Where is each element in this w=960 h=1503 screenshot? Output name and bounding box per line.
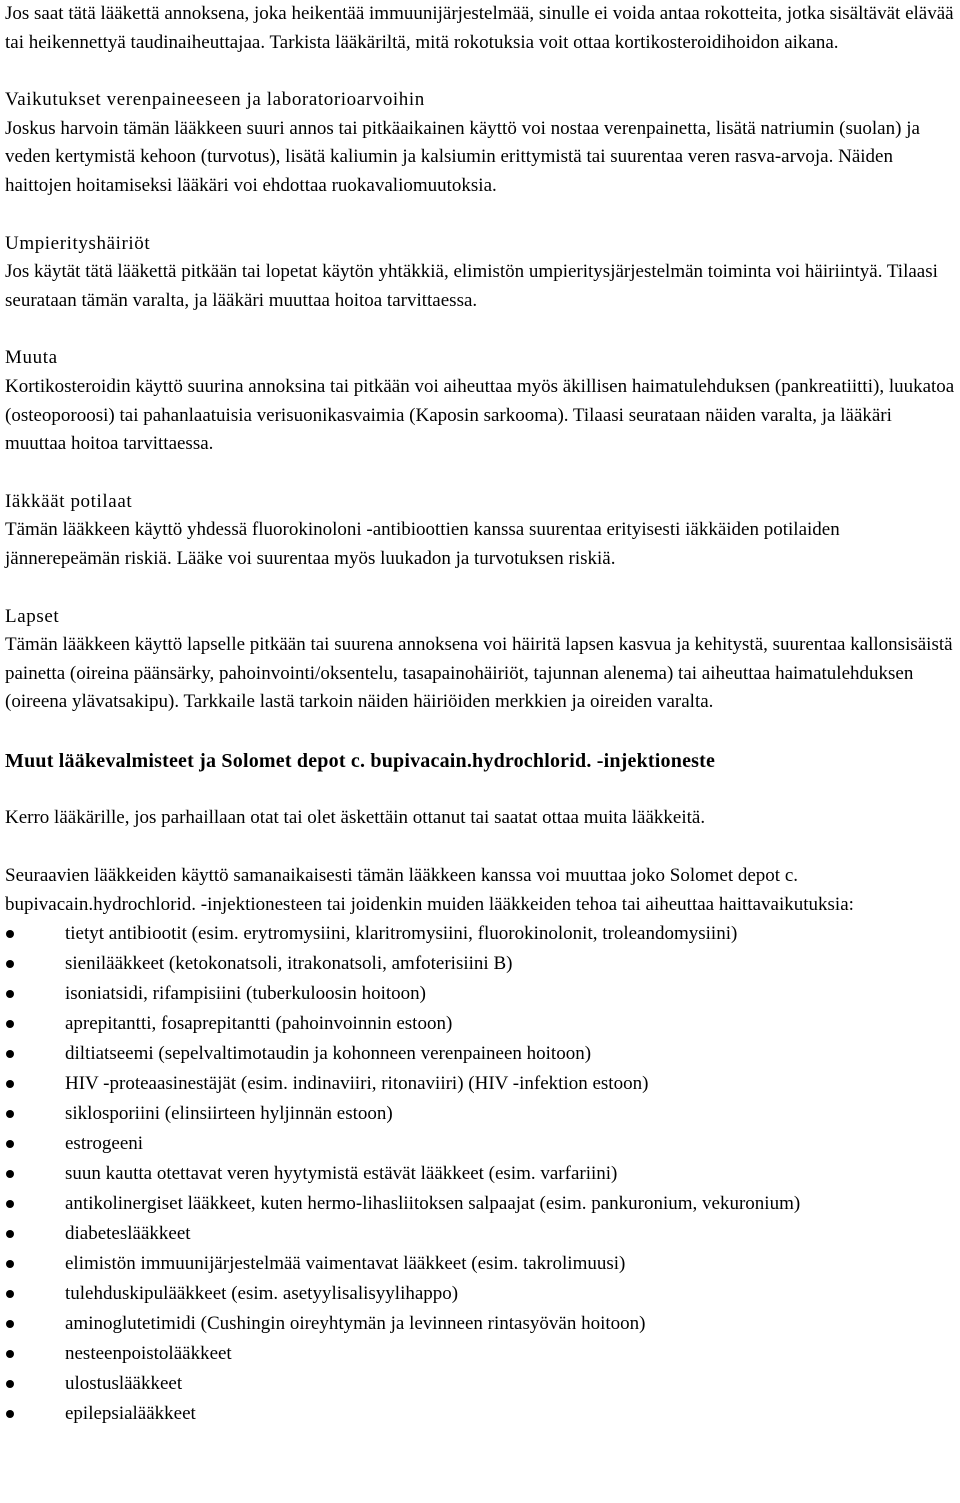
bullet-icon	[6, 1110, 14, 1118]
list-item	[5, 1099, 957, 1129]
other-meds-paragraph: Kerro lääkärille, jos parhaillaan otat tai olet äskettäin ottanut tai saatat ottaa muita lääkkeitä.	[5, 807, 706, 829]
bullet-icon	[6, 1200, 14, 1208]
section-body: Joskus harvoin tämän lääkkeen suuri annos tai pitkäaikainen käyttö voi nostaa verenpainetta, lisätä natriumin (suolan) ja veden kertymistä kehoon (turvotus), lisätä kaliumin ja kalsiumin erittymistä tai suurentaa veren rasva-arvoja. Näiden haittojen hoitamiseksi lääkäri voi ehdottaa ruokavaliomuutoksia.	[5, 117, 920, 196]
section-heading: Lapset	[5, 605, 60, 627]
section-children	[5, 603, 957, 717]
bullet-icon	[6, 1020, 14, 1028]
list-item	[5, 1219, 957, 1249]
list-item	[5, 1189, 957, 1219]
list-item	[5, 1279, 957, 1309]
list-item	[5, 1399, 957, 1429]
list-item	[5, 1369, 957, 1399]
interacting-meds-list	[5, 919, 957, 1429]
bullet-icon	[6, 1320, 14, 1328]
list-item	[5, 1069, 957, 1099]
list-item	[5, 1159, 957, 1189]
list-item-text: elimistön immuunijärjestelmää vaimentavat lääkkeet (esim. takrolimuusi)	[65, 1253, 626, 1275]
list-item	[5, 949, 957, 979]
list-item-text: aminoglutetimidi (Cushingin oireyhtymän ja levinneen rintasyövän hoitoon)	[65, 1313, 646, 1335]
section-other	[5, 344, 957, 458]
section-body: Kortikosteroidin käyttö suurina annoksina tai pitkään voi aiheuttaa myös äkillisen haimatulehduksen (pankreatiitti), luukatoa (osteoporoosi) tai pahanlaatuisia verisuonikasvaimia (Kaposin sarkooma). Tilaasi seurataan näiden varalta, ja lääkäri muuttaa hoitoa tarvittaessa.	[5, 375, 955, 455]
list-item	[5, 1309, 957, 1339]
leaflet-page	[5, 0, 957, 1429]
section-heading: Muuta	[5, 347, 58, 369]
list-item-text: tulehduskipulääkkeet (esim. asetyylisalisyylihappo)	[65, 1283, 459, 1305]
intro-paragraph: Jos saat tätä lääkettä annoksena, joka heikentää immuunijärjestelmää, sinulle ei voida antaa rokotteita, jotka sisältävät elävää tai heikennettyä taudinaiheuttajaa. Tarkista lääkäriltä, mitä rokotuksia voit ottaa kortikosteroidihoidon aikana.	[5, 3, 954, 53]
bullet-icon	[6, 960, 14, 968]
section-body: Tämän lääkkeen käyttö yhdessä fluorokinoloni -antibioottien kanssa suurentaa erityisesti iäkkäiden potilaiden jännerepeämän riskiä. Lääke voi suurentaa myös luukadon ja turvotuksen riskiä.	[5, 519, 840, 569]
bullet-icon	[6, 1380, 14, 1388]
section-body: Jos käytät tätä lääkettä pitkään tai lopetat käytön yhtäkkiä, elimistön umpieritysjärjestelmän toiminta voi häiriintyä. Tilaasi seurataan tämän varalta, ja lääkäri muuttaa hoitoa tarvittaessa.	[5, 261, 938, 311]
list-item	[5, 919, 957, 949]
list-item	[5, 1339, 957, 1369]
bullet-icon	[6, 1290, 14, 1298]
section-endocrine	[5, 230, 957, 316]
list-item-text: epilepsialääkkeet	[65, 1403, 196, 1425]
list-item-text: HIV -proteaasinestäjät (esim. indinaviiri, ritonaviiri) (HIV -infektion estoon)	[65, 1073, 649, 1095]
list-item-text: antikolinergiset lääkkeet, kuten hermo-lihasliitoksen salpaajat (esim. pankuronium, vekuronium)	[65, 1193, 801, 1215]
section-blood-pressure	[5, 86, 957, 200]
other-meds-intro: Seuraavien lääkkeiden käyttö samanaikaisesti tämän lääkkeen kanssa voi muuttaa joko Solomet depot c. bupivacain.hydrochlorid. -injektionesteen tai joidenkin muiden lääkkeiden tehoa tai aiheuttaa haittavaikutuksia:	[5, 865, 854, 915]
other-meds-heading: Muut lääkevalmisteet ja Solomet depot c. bupivacain.hydrochlorid. -injektioneste	[5, 749, 716, 772]
section-elderly	[5, 488, 957, 574]
list-item-text: aprepitantti, fosaprepitantti (pahoinvoinnin estoon)	[65, 1013, 453, 1035]
section-heading: Vaikutukset verenpaineeseen ja laboratorioarvoihin	[5, 89, 425, 111]
list-item	[5, 1009, 957, 1039]
list-item	[5, 1249, 957, 1279]
list-item-text: suun kautta otettavat veren hyytymistä estävät lääkkeet (esim. varfariini)	[65, 1163, 618, 1185]
list-item-text: siklosporiini (elinsiirteen hyljinnän estoon)	[65, 1103, 393, 1125]
bullet-icon	[6, 1050, 14, 1058]
section-body: Tämän lääkkeen käyttö lapselle pitkään tai suurena annoksena voi häiritä lapsen kasvua ja kehitystä, suurentaa kallonsisäistä painetta (oireina päänsärky, pahoinvointi/oksentelu, tasapainohäiriöt, tajunnan alenema) tai aiheuttaa haimatulehduksen (oireena ylävatsakipu). Tarkkaile lastä tarkoin näiden häiriöiden merkkien ja oireiden varalta.	[5, 634, 953, 713]
bullet-icon	[6, 1350, 14, 1358]
list-item-text: tietyt antibiootit (esim. erytromysiini, klaritromysiini, fluorokinolonit, troleandomysiini)	[65, 923, 738, 945]
list-item	[5, 979, 957, 1009]
list-item	[5, 1129, 957, 1159]
bullet-icon	[6, 930, 14, 938]
list-item-text: isoniatsidi, rifampisiini (tuberkuloosin hoitoon)	[65, 983, 426, 1005]
list-item-text: estrogeeni	[65, 1133, 144, 1155]
bullet-icon	[6, 1410, 14, 1418]
section-heading: Iäkkäät potilaat	[5, 490, 133, 512]
list-item-text: diltiatseemi (sepelvaltimotaudin ja kohonneen verenpaineen hoitoon)	[65, 1043, 592, 1065]
bullet-icon	[6, 1080, 14, 1088]
bullet-icon	[6, 1260, 14, 1268]
bullet-icon	[6, 990, 14, 998]
list-item-text: ulostuslääkkeet	[65, 1373, 183, 1395]
list-item-text: nesteenpoistolääkkeet	[65, 1343, 232, 1365]
list-item	[5, 1039, 957, 1069]
bullet-icon	[6, 1140, 14, 1148]
list-item-text: sienilääkkeet (ketokonatsoli, itrakonatsoli, amfoterisiini B)	[65, 953, 513, 975]
bullet-icon	[6, 1230, 14, 1238]
section-heading: Umpierityshäiriöt	[5, 232, 151, 254]
bullet-icon	[6, 1170, 14, 1178]
list-item-text: diabeteslääkkeet	[65, 1223, 191, 1245]
